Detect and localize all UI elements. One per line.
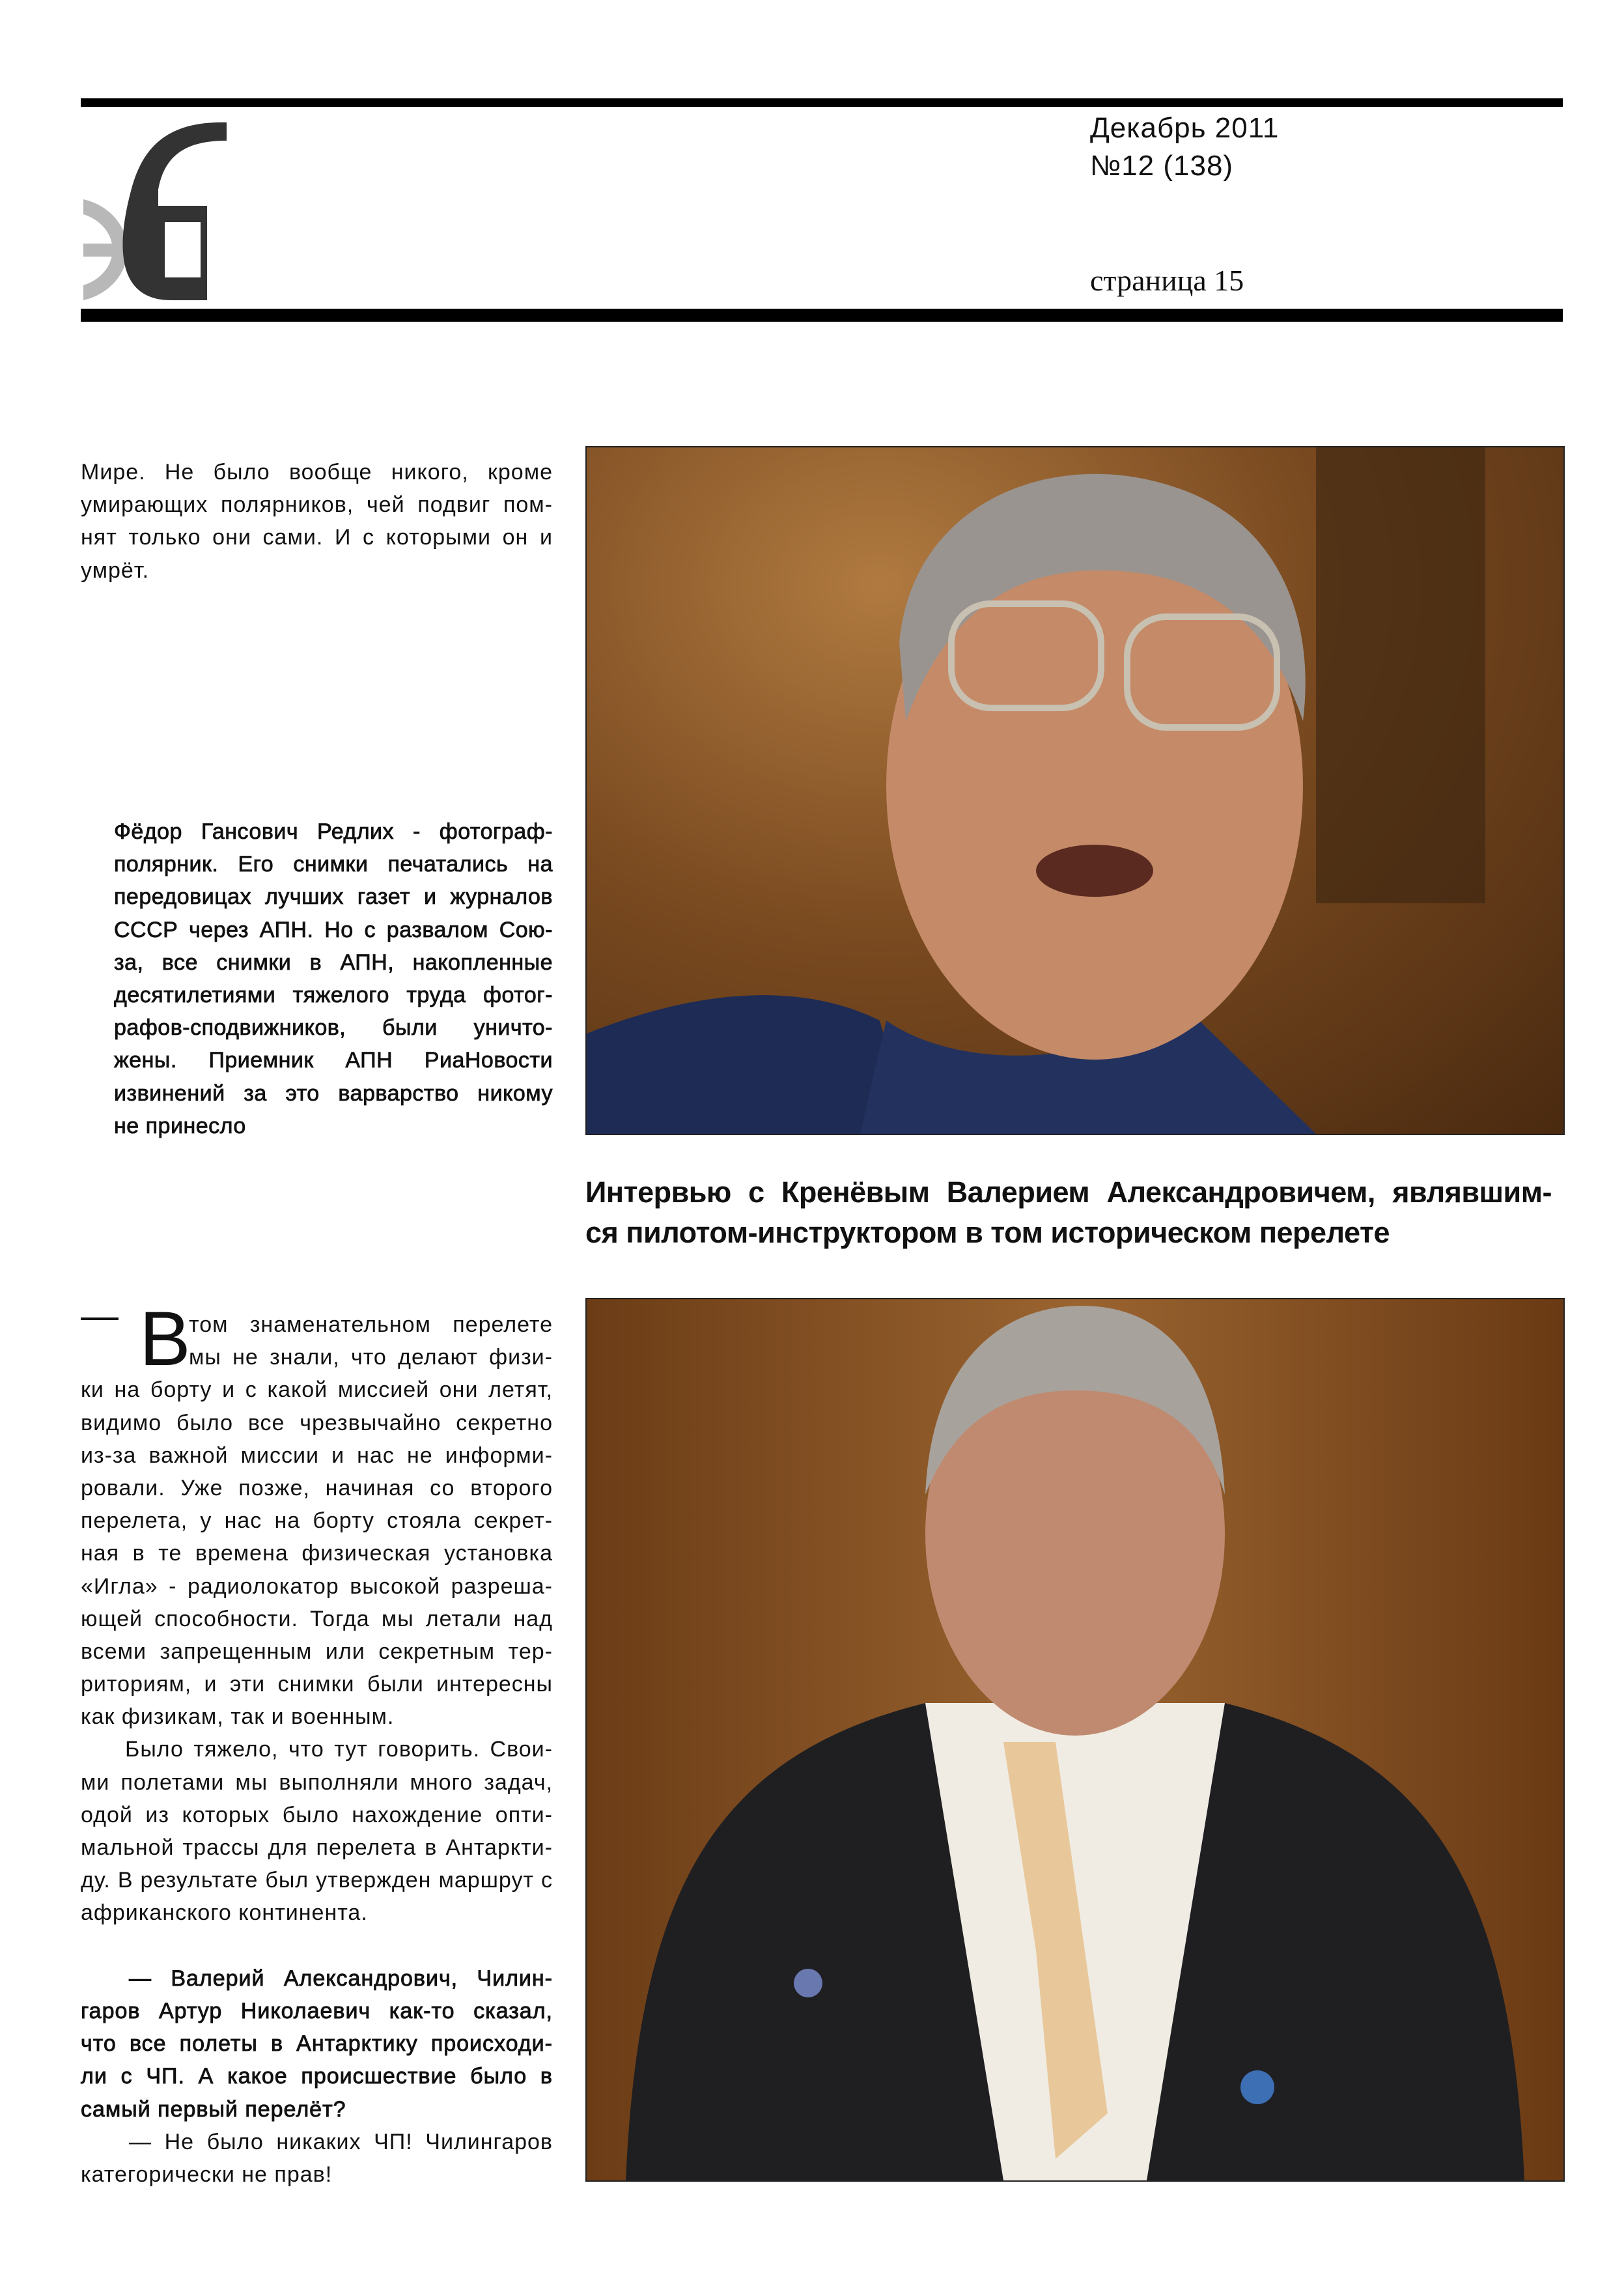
text-line: за, все снимки в АПН, накопленные xyxy=(114,950,553,975)
text-line: десятилетиями тяжелого труда фотог- xyxy=(114,982,553,1007)
intro-paragraph xyxy=(81,456,553,587)
text-line: умрёт. xyxy=(81,557,150,583)
heading-line: ся пилотом-инструктором в том историческом перелете xyxy=(585,1216,1390,1249)
text-line: не принесло xyxy=(114,1113,246,1138)
magazine-logo xyxy=(77,115,259,300)
text-line: самый первый перелёт? xyxy=(81,2096,346,2122)
text-line: СССР через АПН. Но с развалом Сою- xyxy=(114,917,553,942)
lead-paragraph xyxy=(81,1296,553,1733)
text-line: Было тяжело, что тут говорить. Свои- xyxy=(125,1737,553,1762)
text-line: риториям, и эти снимки были интересны xyxy=(81,1672,553,1697)
photo-valery-krenev xyxy=(585,1298,1565,2182)
text-line: — Не было никаких ЧП! Чилингаров xyxy=(129,2129,553,2154)
text-line: видимо было все чрезвычайно секретно xyxy=(81,1410,553,1435)
text-line: ровали. Уже позже, начиная со второго xyxy=(81,1475,553,1500)
photo-fedor-redlikh xyxy=(585,446,1565,1135)
issue-date: Декабрь 2011 xyxy=(1090,112,1280,144)
header-top-rule xyxy=(81,98,1563,107)
text-line: извинений за это варварство никому xyxy=(114,1080,553,1106)
text-line: умирающих полярников, чей подвиг пом- xyxy=(81,492,553,518)
text-line: мы не знали, что делают физи- xyxy=(189,1345,553,1370)
text-line: одой из которых было нахождение опти- xyxy=(81,1802,553,1827)
interview-question xyxy=(81,1962,553,2126)
text-line: ная в те времена физическая установка xyxy=(81,1541,553,1566)
text-line: мальной трассы для перелета в Антаркти- xyxy=(81,1835,553,1860)
text-line: ли с ЧП. А какое происшествие было в xyxy=(81,2064,553,2089)
interview-text xyxy=(81,1296,553,2191)
text-line: Фёдор Гансович Редлих - фотограф- xyxy=(114,819,553,844)
interview-answer xyxy=(81,2126,553,2191)
interview-heading xyxy=(585,1172,1552,1253)
heading-line: Интервью с Кренёвым Валерием Александровичем, являвшим- xyxy=(585,1176,1552,1209)
text-line: из-за важной миссии и нас не информи- xyxy=(81,1443,553,1468)
text-line: что все полеты в Антарктику происходи- xyxy=(81,2031,553,2057)
text-line: ющей способности. Тогда мы летали над xyxy=(81,1606,553,1631)
photo-caption xyxy=(114,815,553,1142)
text-line: полярник. Его снимки печатались на xyxy=(114,852,553,877)
text-line: ми полетами мы выполняли много задач, xyxy=(81,1769,553,1795)
text-line: передовицах лучших газет и журналов xyxy=(114,884,553,910)
text-line: как физикам, так и военным. xyxy=(81,1704,395,1730)
text-line: ду. В результате был утвержден маршрут с xyxy=(81,1868,553,1893)
text-line: том знаменательном перелете xyxy=(189,1312,553,1337)
text-line: Мире. Не было вообще никого, кроме xyxy=(81,460,553,485)
text-line: нят только они сами. И с которыми он и xyxy=(81,525,553,550)
em-dash xyxy=(81,1317,119,1320)
text-line: всеми запрещенным или секретным тер- xyxy=(81,1639,553,1664)
header-bottom-rule xyxy=(81,309,1563,322)
paragraph xyxy=(81,1733,553,1929)
spacer xyxy=(81,1930,553,1962)
issue-number: №12 (138) xyxy=(1090,150,1234,182)
page-number: страница 15 xyxy=(1090,264,1244,297)
text-line: «Игла» - радиолокатор высокой разреша- xyxy=(81,1573,553,1599)
text-line: африканского континента. xyxy=(81,1900,368,1926)
text-line: категорически не прав! xyxy=(81,2162,333,2187)
text-line: жены. Приемник АПН РиаНовости xyxy=(114,1048,553,1073)
text-line: ки на борту и с какой миссией они летят, xyxy=(81,1377,553,1403)
text-line: гаров Артур Николаевич как-то сказал, xyxy=(81,1998,553,2023)
text-line: — Валерий Александрович, Чилин- xyxy=(129,1965,553,1991)
drop-cap: В xyxy=(139,1296,191,1382)
text-line: рафов-сподвижников, были уничто- xyxy=(114,1015,553,1041)
text-line: перелета, у нас на борту стояла секрет- xyxy=(81,1508,553,1534)
